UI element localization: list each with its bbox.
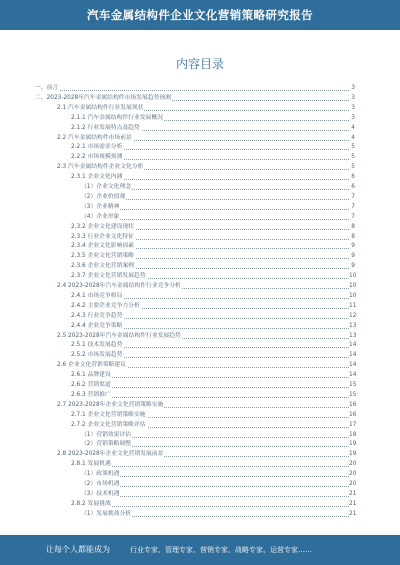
toc-entry-label: 2.1 汽车金属结构件行业发展现状	[57, 104, 144, 111]
toc-entry-label: （3）企业精神	[81, 203, 120, 210]
toc-entry-page: 18	[349, 431, 357, 438]
toc-entry-page: 6	[351, 184, 355, 190]
toc-entry[interactable]	[35, 224, 355, 231]
toc-entry-label: （1）企业文化理念	[81, 184, 132, 190]
toc-entry-page: 9	[351, 243, 355, 250]
toc-dot-leader	[71, 397, 349, 398]
toc-entry-label: （1）发展挑战分析	[81, 510, 132, 517]
toc-entry-page: 20	[349, 471, 357, 478]
toc-entry-label: 2.7.1 企业文化营销策略实施	[71, 411, 146, 418]
toc-entry[interactable]	[35, 164, 355, 171]
toc-dot-leader	[71, 377, 349, 378]
toc-entry-page: 14	[349, 352, 357, 359]
toc-entry[interactable]	[35, 204, 355, 211]
toc-entry[interactable]	[35, 342, 355, 349]
toc-entry-label: 2.8.1 发展机遇	[71, 461, 111, 468]
toc-entry[interactable]	[35, 382, 355, 389]
toc-entry-page: 11	[349, 302, 357, 309]
toc-entry-label: （1）营销效果评估	[81, 431, 132, 438]
toc-entry-page: 16	[349, 411, 357, 418]
footer-tagline: 让每个人都能成为	[46, 545, 110, 554]
toc-entry[interactable]	[35, 184, 355, 191]
toc-entry[interactable]	[35, 372, 355, 379]
toc-entry-label: 2.7 2023-2028年企业文化营销策略实施	[57, 401, 164, 408]
toc-entry-label: （2）企业价值观	[81, 193, 126, 200]
toc-entry-page: 3	[351, 104, 355, 111]
toc-entry-label: 2.3.1 企业文化内涵	[71, 174, 123, 181]
toc-entry[interactable]	[35, 441, 355, 448]
toc-entry[interactable]	[35, 432, 355, 439]
toc-entry[interactable]	[35, 323, 355, 330]
toc-entry[interactable]	[35, 491, 355, 498]
toc-entry-page: 5	[351, 144, 355, 151]
toc-entry-label: 2.5.2 市场发展趋势	[71, 352, 123, 359]
toc-entry-label: 2.5 2023-2028年汽车金属结构件行业发展趋势	[57, 332, 181, 339]
toc-entry[interactable]	[35, 303, 355, 310]
toc-entry-page: 21	[349, 510, 357, 517]
toc-entry-label: 2.3.3 行业企业文化特征	[71, 233, 134, 240]
toc-entry-label: 2.1.1 汽车金属结构件行业发展概况	[71, 114, 163, 121]
toc-dot-leader	[81, 486, 349, 487]
toc-entry[interactable]	[35, 174, 355, 181]
toc-entry-page: 19	[349, 441, 357, 448]
toc-entry-page: 8	[351, 233, 355, 240]
toc-entry-label: 2.6.3 营销推广	[71, 391, 111, 398]
toc-heading: 内容目录	[175, 57, 224, 71]
toc-entry-page: 7	[351, 193, 355, 200]
toc-entry-label: 2.6.2 营销渠道	[71, 382, 111, 388]
toc-entry-page: 7	[351, 213, 355, 220]
toc-entry[interactable]	[35, 392, 355, 399]
toc-entry[interactable]	[35, 481, 355, 488]
toc-entry-label: 2.2.2 市场规模预测	[71, 154, 123, 161]
toc-entry[interactable]	[35, 293, 355, 300]
toc-entry[interactable]	[35, 501, 355, 508]
toc-entry[interactable]	[35, 412, 355, 419]
toc-entry-label: 2.2 汽车金属结构件市场前景	[57, 134, 132, 141]
toc-entry-label: 2.6 企业文化营销策略建议	[57, 362, 127, 369]
toc-entry[interactable]	[35, 105, 355, 112]
toc-entry-label: 2.8 2023-2028年企业文化营销发展前景	[57, 451, 164, 458]
toc-entry-page: 21	[349, 500, 357, 507]
toc-entry-label: 2.3.6 企业文化营销案例	[71, 263, 134, 270]
toc-entry-page: 3	[351, 94, 355, 101]
toc-dot-leader	[71, 466, 349, 467]
toc-entry-page: 7	[351, 203, 355, 210]
toc-entry[interactable]	[35, 243, 355, 250]
toc-entry[interactable]	[35, 451, 355, 458]
toc-entry-page: 8	[351, 223, 355, 230]
toc-entry[interactable]	[35, 95, 355, 102]
toc-entry-label: 二、2023-2028年汽车金属结构件市场发展趋势预测	[35, 94, 171, 101]
toc-entry-label: 一、前言	[35, 85, 59, 91]
toc-entry[interactable]	[35, 461, 355, 468]
toc-entry[interactable]	[35, 125, 355, 132]
toc-entry-label: （3）技术机遇	[81, 490, 120, 497]
toc-entry-page: 21	[349, 490, 357, 497]
toc-entry-page: 14	[349, 362, 357, 369]
toc-entry-page: 17	[349, 421, 357, 428]
toc-entry-page: 12	[349, 312, 357, 319]
toc-entry-label: 2.3.5 企业文化营销策略	[71, 253, 134, 260]
toc-entry[interactable]	[35, 511, 355, 518]
toc-entry-label: （1）政策机遇	[81, 471, 120, 478]
toc-entry[interactable]	[35, 154, 355, 161]
toc-entry-label: （4）企业形象	[81, 213, 120, 220]
toc-entry-page: 10	[349, 283, 357, 289]
toc-entry-page: 15	[349, 391, 357, 398]
toc-entry-label: 2.5.1 技术发展趋势	[71, 342, 123, 349]
toc-entry-page: 4	[351, 124, 355, 131]
toc-entry-label: 2.4.2 主要企业竞争力分析	[71, 302, 140, 309]
toc-entry[interactable]	[35, 333, 355, 340]
document-title: 汽车金属结构件企业文化营销策略研究报告	[86, 8, 314, 22]
toc-entry-label: 2.1.2 行业发展特点及趋势	[71, 124, 140, 131]
toc-entry[interactable]	[35, 214, 355, 221]
toc-entry[interactable]	[35, 253, 355, 260]
toc-entry-label: （2）营销策略调整	[81, 441, 132, 448]
toc-entry-page: 3	[351, 114, 355, 121]
toc-entry[interactable]	[35, 144, 355, 151]
toc-entry[interactable]	[35, 234, 355, 241]
toc-entry[interactable]	[35, 471, 355, 478]
toc-entry-label: 2.3.2 企业文化建设现状	[71, 223, 134, 230]
toc-entry-page: 10	[349, 273, 357, 280]
toc-entry[interactable]	[35, 194, 355, 201]
footer-description: 行业专家、管理专家、营销专家、战略专家、运营专家……	[130, 546, 312, 554]
toc-entry-page: 14	[349, 342, 357, 349]
toc-entry-label: 2.3 汽车金属结构件企业文化分析	[57, 164, 144, 171]
toc-dot-leader	[81, 476, 349, 477]
toc-entry-label: 2.3.7 企业文化营销发展趋势	[71, 273, 146, 280]
toc-entry[interactable]	[35, 352, 355, 359]
footer-bar	[0, 535, 400, 565]
toc-entry-page: 6	[351, 174, 355, 181]
toc-entry[interactable]	[35, 273, 355, 280]
toc-entry-page: 4	[351, 134, 355, 141]
toc-entry-page: 15	[349, 382, 357, 388]
toc-entry[interactable]	[35, 362, 355, 369]
toc-entry-page: 5	[351, 154, 355, 161]
table-of-contents	[35, 85, 355, 522]
toc-entry-page: 20	[349, 481, 357, 487]
toc-entry-label: 2.4.4 企业竞争策略	[71, 322, 123, 329]
toc-entry-page: 14	[349, 372, 357, 379]
toc-dot-leader	[81, 219, 349, 220]
toc-entry-label: 2.4.1 市场竞争格局	[71, 292, 123, 299]
toc-entry-label: 2.4.3 行业竞争趋势	[71, 312, 123, 319]
toc-entry-page: 20	[349, 461, 357, 468]
toc-entry-page: 13	[349, 322, 357, 329]
toc-entry-label: 2.7.2 企业文化营销策略评估	[71, 421, 146, 428]
toc-entry-page: 3	[351, 85, 355, 91]
toc-entry-label: （2）市场机遇	[81, 481, 120, 487]
toc-entry-label: 2.6.1 品牌建设	[71, 372, 111, 379]
header-bar	[0, 0, 400, 30]
toc-entry[interactable]	[35, 135, 355, 142]
toc-entry-page: 5	[351, 164, 355, 171]
toc-entry-label: 2.8.2 发展挑战	[71, 500, 111, 507]
toc-entry[interactable]	[35, 85, 355, 92]
toc-dot-leader	[35, 90, 349, 91]
toc-dot-leader	[71, 387, 349, 388]
toc-entry-label: 2.3.4 企业文化影响因素	[71, 243, 134, 250]
toc-entry-page: 9	[351, 253, 355, 260]
toc-entry-label: 2.4 2023-2028年汽车金属结构件行业竞争分析	[57, 283, 181, 289]
toc-entry-page: 13	[349, 332, 357, 339]
toc-entry[interactable]	[35, 402, 355, 409]
toc-entry-page: 9	[351, 263, 355, 270]
toc-dot-leader	[81, 209, 349, 210]
toc-entry[interactable]	[35, 422, 355, 429]
toc-entry[interactable]	[35, 283, 355, 290]
toc-entry[interactable]	[35, 263, 355, 270]
toc-entry-page: 19	[349, 451, 357, 458]
toc-entry[interactable]	[35, 313, 355, 320]
toc-entry-label: 2.2.1 市场需求分析	[71, 144, 123, 151]
toc-entry[interactable]	[35, 115, 355, 122]
toc-dot-leader	[81, 496, 349, 497]
toc-entry-page: 16	[349, 401, 357, 408]
toc-dot-leader	[71, 506, 349, 507]
toc-entry-page: 10	[349, 292, 357, 299]
